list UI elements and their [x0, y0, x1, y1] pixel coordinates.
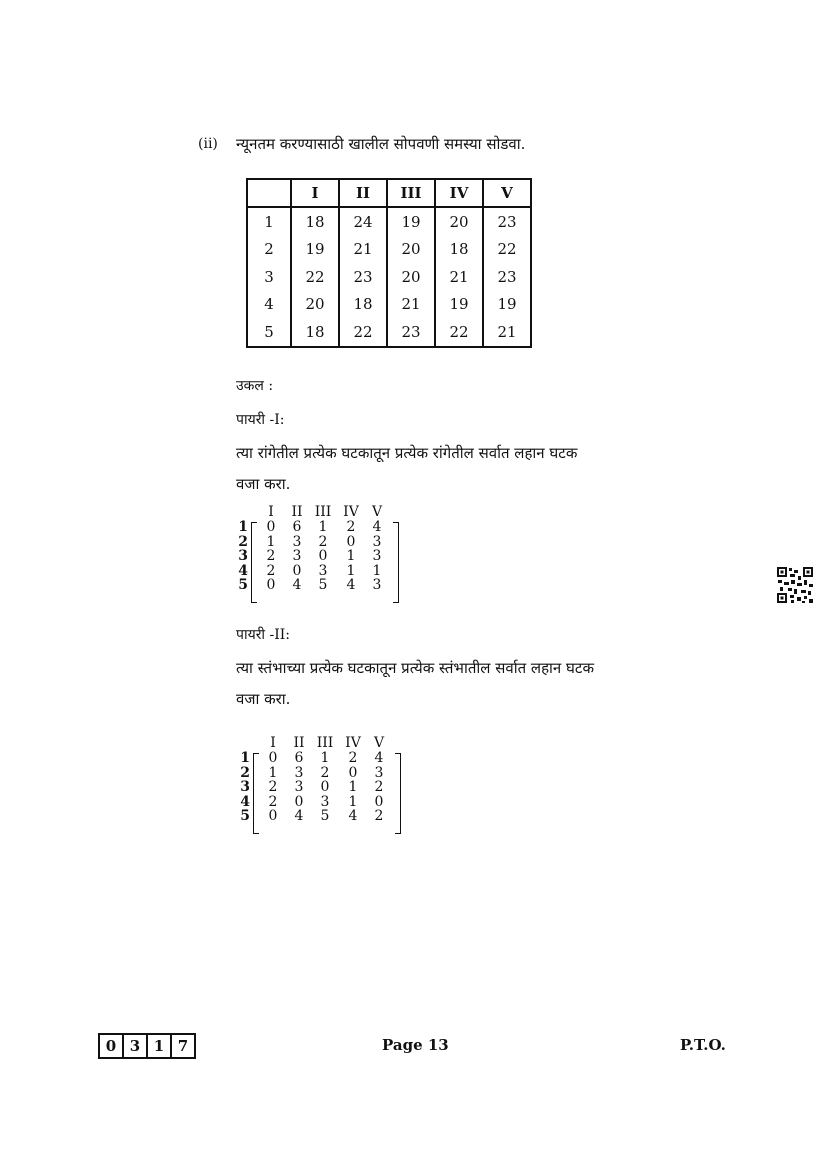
matrix-cell: 0 [292, 562, 302, 579]
qr-code-icon [776, 566, 814, 604]
matrix-cell: 0 [374, 793, 384, 810]
table-cell: 23 [483, 263, 531, 291]
matrix-cell: 2 [348, 750, 358, 766]
table-cell: 23 [339, 263, 387, 291]
matrix-cell: 3 [292, 533, 302, 550]
table-header-cell: II [339, 179, 387, 207]
step2-text-line1: त्या स्तंभाच्या प्रत्येक घटकातून प्रत्येक स्तंभातील सर्वात लहान घटक [236, 659, 594, 677]
table-cell: 18 [291, 207, 339, 236]
matrix-cell: 3 [372, 548, 382, 565]
matrix-row-label: 5 [240, 808, 250, 825]
code-digit: 3 [124, 1035, 148, 1057]
code-digit: 1 [148, 1035, 172, 1057]
matrix-cell: 1 [372, 562, 382, 579]
matrix-right-bracket [393, 522, 399, 603]
table-cell: 24 [339, 207, 387, 236]
table-cell: 21 [483, 318, 531, 347]
table-header-cell: I [291, 179, 339, 207]
matrix-column-header: V [373, 735, 385, 751]
code-digit: 7 [177, 1037, 189, 1055]
table-cell: 18 [435, 236, 483, 264]
step2-text-line2: वजा करा. [236, 690, 291, 708]
matrix-column-header: I [270, 735, 276, 751]
matrix-right-bracket [395, 753, 401, 834]
code-digit: 0 [100, 1035, 124, 1057]
table-row-label: 3 [247, 263, 291, 291]
matrix-cell: 3 [294, 779, 304, 796]
table-header-cell: IV [435, 179, 483, 207]
matrix-cell: 3 [374, 764, 384, 781]
step2-label: पायरी -II: [236, 627, 291, 643]
matrix-row-label: 4 [238, 562, 248, 579]
table-cell: 22 [483, 236, 531, 264]
matrix-cell: 1 [348, 779, 358, 796]
question-text: न्यूनतम करण्यासाठी खालील सोपवणी समस्या सोडवा. [236, 135, 526, 153]
table-row [247, 236, 531, 264]
matrix-cell: 5 [318, 577, 328, 594]
matrix-column-header: V [371, 504, 383, 520]
step1-text-line2: वजा करा. [236, 475, 291, 493]
table-header-row [247, 179, 531, 207]
matrix-cell: 2 [346, 519, 356, 535]
matrix-row-label: 2 [238, 533, 248, 550]
pto-label: P.T.O. [680, 1036, 726, 1054]
table-cell: 20 [387, 263, 435, 291]
matrix-cell: 3 [294, 764, 304, 781]
matrix-row-label: 3 [240, 779, 250, 796]
table-cell: 19 [483, 291, 531, 319]
table-cell: 19 [387, 207, 435, 236]
matrix-cell: 5 [320, 808, 330, 825]
matrix-cell: 0 [346, 533, 356, 550]
table-cell: 19 [291, 236, 339, 264]
matrix-column-header: IV [343, 504, 359, 520]
table-row-label: 2 [247, 236, 291, 264]
matrix-column-header: I [268, 504, 274, 520]
table-header-cell [247, 179, 291, 207]
matrix-cell: 0 [320, 779, 330, 796]
table-cell: 18 [291, 318, 339, 347]
table-cell: 19 [435, 291, 483, 319]
matrix-column-header: II [291, 504, 303, 520]
solution-label: उकल : [236, 378, 274, 394]
step2-matrix [238, 736, 418, 840]
page-number: Page 13 [382, 1036, 449, 1054]
matrix-cell: 0 [294, 793, 304, 810]
table-cell: 21 [339, 236, 387, 264]
table-cell: 20 [387, 236, 435, 264]
matrix-cell: 2 [374, 779, 384, 796]
matrix-cell: 3 [372, 577, 382, 594]
matrix-column-header: III [316, 735, 334, 751]
cost-table [246, 178, 532, 348]
matrix-cell: 4 [372, 519, 382, 535]
table-cell: 23 [483, 207, 531, 236]
table-row [247, 318, 531, 347]
table-cell: 21 [435, 263, 483, 291]
matrix-row-label: 4 [240, 793, 250, 810]
matrix-column-header: II [293, 735, 305, 751]
question-number: (ii) [198, 136, 218, 152]
matrix-row-label: 2 [240, 764, 250, 781]
matrix-cell: 3 [318, 562, 328, 579]
matrix-cell: 1 [346, 562, 356, 579]
matrix-cell: 1 [268, 764, 278, 781]
matrix-left-bracket [251, 522, 257, 603]
table-row-label: 1 [247, 207, 291, 236]
matrix-cell: 6 [294, 750, 304, 766]
matrix-cell: 0 [266, 519, 276, 535]
matrix-column-header: IV [345, 735, 361, 751]
matrix-cell: 2 [318, 533, 328, 550]
table-cell: 22 [435, 318, 483, 347]
matrix-cell: 4 [292, 577, 302, 594]
matrix-row-label: 3 [238, 548, 248, 565]
table-cell: 20 [291, 291, 339, 319]
matrix-cell: 3 [292, 548, 302, 565]
matrix-row-label: 5 [238, 577, 248, 594]
matrix-cell: 4 [348, 808, 358, 825]
matrix-cell: 1 [266, 533, 276, 550]
step1-matrix [236, 505, 416, 609]
matrix-cell: 2 [374, 808, 384, 825]
table-cell: 21 [387, 291, 435, 319]
matrix-cell: 2 [268, 779, 278, 796]
matrix-cell: 1 [320, 750, 330, 766]
matrix-cell: 4 [294, 808, 304, 825]
matrix-cell: 1 [318, 519, 328, 535]
matrix-cell: 0 [268, 808, 278, 825]
matrix-cell: 1 [348, 793, 358, 810]
matrix-cell: 0 [266, 577, 276, 594]
table-row [247, 291, 531, 319]
matrix-row-label: 1 [240, 750, 250, 766]
matrix-cell: 1 [346, 548, 356, 565]
matrix-cell: 3 [372, 533, 382, 550]
matrix-cell: 2 [320, 764, 330, 781]
matrix-cell: 0 [348, 764, 358, 781]
matrix-cell: 0 [268, 750, 278, 766]
step1-text-line1: त्या रांगेतील प्रत्येक घटकातून प्रत्येक रांगेतील सर्वात लहान घटक [236, 444, 578, 462]
table-cell: 20 [435, 207, 483, 236]
matrix-cell: 2 [266, 548, 276, 565]
matrix-column-header: III [314, 504, 332, 520]
matrix-cell: 4 [374, 750, 384, 766]
table-cell: 22 [291, 263, 339, 291]
matrix-cell: 6 [292, 519, 302, 535]
table-row-label: 5 [247, 318, 291, 347]
table-header-cell: V [483, 179, 531, 207]
matrix-left-bracket [253, 753, 259, 834]
matrix-cell: 2 [268, 793, 278, 810]
matrix-cell: 4 [346, 577, 356, 594]
matrix-cell: 3 [320, 793, 330, 810]
table-header-cell: III [387, 179, 435, 207]
table-row [247, 207, 531, 236]
step1-label: पायरी -I: [236, 412, 285, 428]
table-cell: 22 [339, 318, 387, 347]
matrix-row-label: 1 [238, 519, 248, 535]
table-row-label: 4 [247, 291, 291, 319]
table-cell: 23 [387, 318, 435, 347]
table-cell: 18 [339, 291, 387, 319]
table-row [247, 263, 531, 291]
matrix-cell: 2 [266, 562, 276, 579]
subject-code-box [98, 1033, 196, 1059]
matrix-cell: 0 [318, 548, 328, 565]
